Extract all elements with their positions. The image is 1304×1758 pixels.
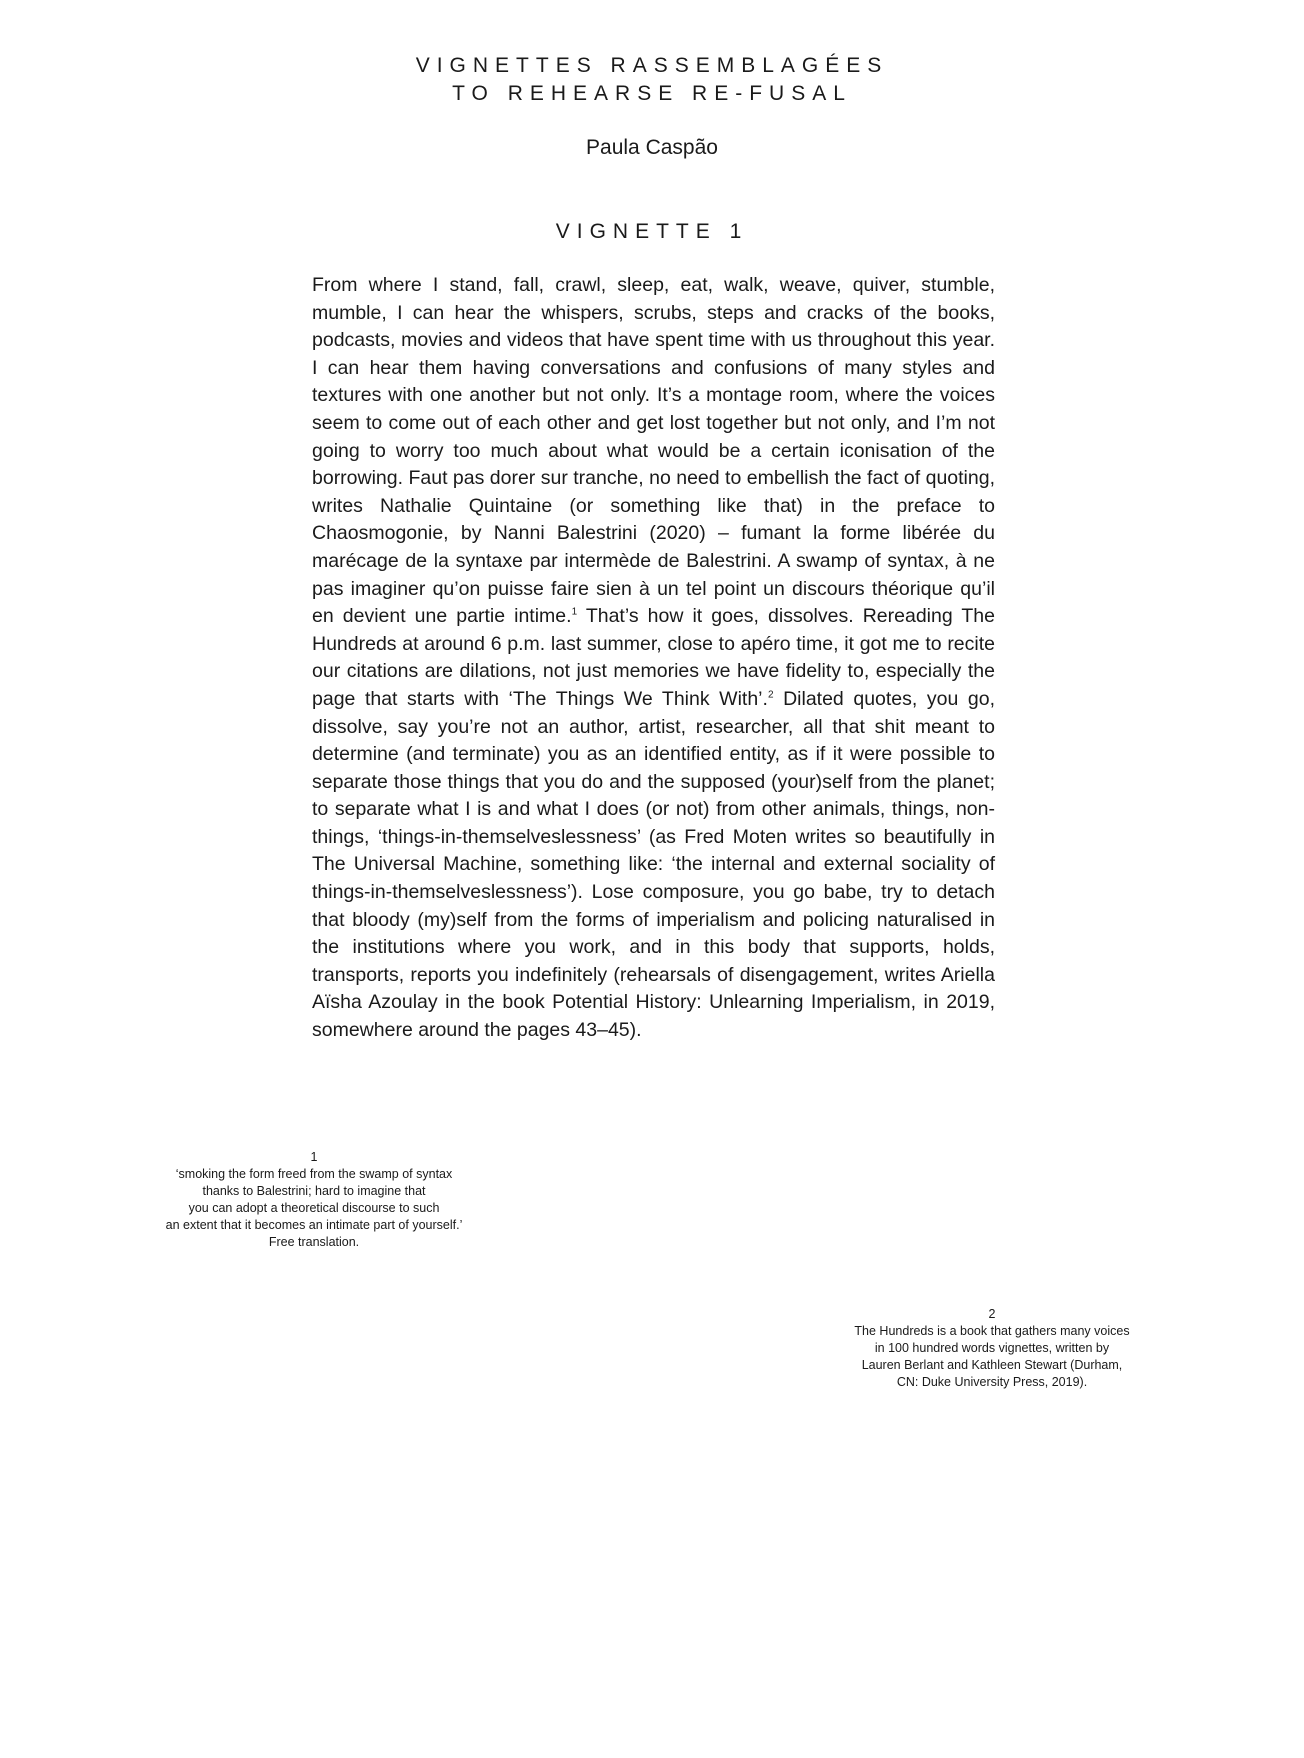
footnote-line: an extent that it becomes an intimate part of yourself.’ (165, 1218, 463, 1232)
footnote-line: CN: Duke University Press, 2019). (896, 1375, 1088, 1389)
body-text-part-2: That’s how it goes, dissolves. Rereading The Hundreds at around 6 p.m. last summer, close to apéro time, it got me to recite our citations are dilations, not just memories we have fidelity to, especially the page that starts with ‘The Things We Think With’. (312, 605, 995, 710)
footnote-line: you can adopt a theoretical discourse to such (188, 1201, 440, 1215)
title-line-2: TO REHEARSE RE-FUSAL (452, 82, 852, 105)
footnote-number: 2 (988, 1307, 996, 1321)
footnote-line: ‘smoking the form freed from the swamp of syntax (175, 1167, 453, 1181)
footnote-2 (822, 1306, 1162, 1391)
page-title (0, 52, 1304, 108)
section-heading: VIGNETTE 1 (555, 220, 749, 243)
footnote-number: 1 (310, 1150, 318, 1164)
footnote-line: in 100 hundred words vignettes, written by (874, 1341, 1110, 1355)
author-name: Paula Caspão (586, 136, 718, 159)
title-line-1: VIGNETTES RASSEMBLAGÉES (415, 54, 889, 77)
body-text-part-1: From where I stand, fall, crawl, sleep, eat, walk, weave, quiver, stumble, mumble, I can hear the whispers, scrubs, steps and cracks of the books, podcasts, movies and videos that have spent time with us throughout this year. I can hear them having conversations and confusions of many styles and textures with one another but not only. It’s a montage room, where the voices seem to come out of each other and get lost together but not only, and I’m not going to worry too much about what would be a certain iconisation of the borrowing. Faut pas dorer sur tranche, no need to embellish the fact of quoting, writes Nathalie Quintaine (or something like that) in the preface to Chaosmogonie, by Nanni Balestrini (2020) – fumant la forme libérée du marécage de la syntaxe par intermède de Balestrini. A swamp of syntax, à ne pas imaginer qu’on puisse faire sien à un tel point un discours théorique qu’il en devient une partie intime. (312, 274, 995, 628)
footnote-1 (100, 1149, 528, 1251)
footnote-line: The Hundreds is a book that gathers many voices (854, 1324, 1130, 1338)
footnote-line: thanks to Balestrini; hard to imagine that (202, 1184, 426, 1198)
footnote-ref-2[interactable]: 2 (767, 689, 774, 701)
body-text-part-3: Dilated quotes, you go, dissolve, say you’re not an author, artist, researcher, all that shit meant to determine (and terminate) you as an identified entity, as if it were possible to separate those things that you do and the supposed (your)self from the planet; to separate what I is and what I does (or not) from other animals, things, non-things, ‘things-in-themselveslessness’ (as Fred Moten writes so beautifully in The Universal Machine, something like: ‘the internal and external sociality of things-in-themselveslessness’). Lose composure, you go babe, try to detach that bloody (my)self from the forms of imperialism and policing naturalised in the institutions where you work, and in this body that supports, holds, transports, reports you indefinitely (rehearsals of disengagement, writes Ariella Aïsha Azoulay in the book Potential History: Unlearning Imperialism, in 2019, somewhere around the pages 43–45). (312, 687, 996, 1042)
footnote-line: Free translation. (268, 1235, 360, 1249)
footnote-ref-1[interactable]: 1 (571, 606, 578, 618)
footnote-line: Lauren Berlant and Kathleen Stewart (Durham, (861, 1358, 1123, 1372)
body-paragraph (312, 272, 995, 1045)
